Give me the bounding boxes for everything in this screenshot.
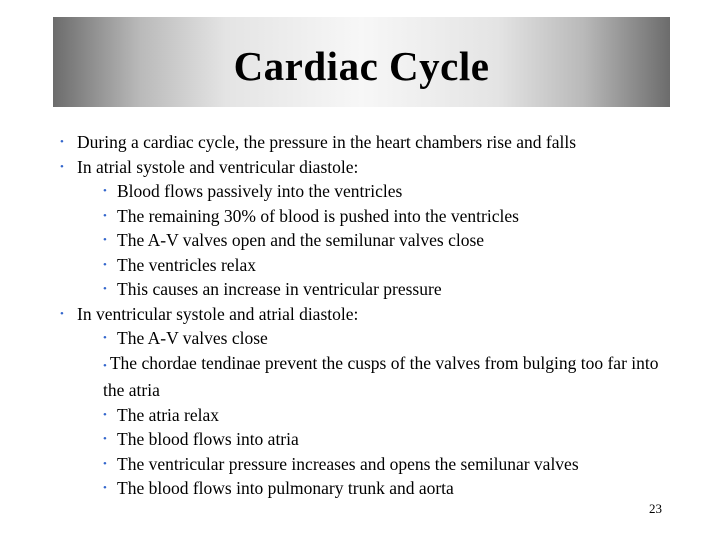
sub-bullet-item <box>58 403 678 428</box>
bullet-text: The A-V valves open and the semilunar valves close <box>117 230 485 250</box>
bullet-text: The remaining 30% of blood is pushed into the ventricles <box>117 205 519 226</box>
bullet-icon: • <box>103 433 107 445</box>
bullet-text: During a cardiac cycle, the pressure in the heart chambers rise and falls <box>77 132 577 152</box>
sub-bullet-item <box>58 277 678 302</box>
bullet-item <box>58 155 678 180</box>
bullet-icon: • <box>103 332 107 344</box>
slide-title: Cardiac Cycle <box>233 43 490 89</box>
bullet-item <box>58 302 678 327</box>
bullet-icon: • <box>103 482 107 494</box>
sub-bullet-item <box>58 476 678 501</box>
bullet-text: In atrial systole and ventricular diastole: <box>77 156 359 177</box>
bullet-icon: • <box>60 307 64 320</box>
sub-bullet-item <box>58 204 678 229</box>
sub-bullet-item <box>58 326 678 351</box>
bullet-text: The blood flows into atria <box>117 429 299 449</box>
bullet-icon: • <box>103 258 107 271</box>
bullet-text: The ventricular pressure increases and opens the semilunar valves <box>117 453 579 474</box>
bullet-icon: • <box>60 160 64 173</box>
sub-bullet-item <box>58 351 678 403</box>
sub-bullet-item <box>58 452 678 477</box>
sub-bullet-item <box>58 228 678 253</box>
bullet-item <box>58 130 678 155</box>
bullet-text: The A-V valves close <box>117 328 268 348</box>
bullet-text: The chordae tendinae prevent the cusps of the valves from bulging too far into the atria <box>103 352 659 400</box>
bullet-text: This causes an increase in ventricular pressure <box>117 279 442 299</box>
bullet-icon: • <box>103 457 107 470</box>
sub-bullet-item <box>58 253 678 278</box>
bullet-list <box>58 130 678 501</box>
sub-bullet-item <box>58 179 678 204</box>
page-number: 23 <box>649 501 662 516</box>
bullet-text: In ventricular systole and atrial diastole: <box>77 303 359 324</box>
bullet-icon: • <box>103 408 107 421</box>
bullet-icon: • <box>103 359 107 372</box>
bullet-text: Blood flows passively into the ventricles <box>117 181 403 201</box>
bullet-icon: • <box>103 283 107 295</box>
bullet-icon: • <box>60 136 64 148</box>
bullet-icon: • <box>103 185 107 197</box>
bullet-text: The atria relax <box>117 404 220 425</box>
bullet-text: The ventricles relax <box>117 254 256 275</box>
sub-bullet-item <box>58 427 678 452</box>
bullet-icon: • <box>103 234 107 246</box>
bullet-icon: • <box>103 209 107 222</box>
title-bar <box>53 17 670 107</box>
bullet-text: The blood flows into pulmonary trunk and aorta <box>117 478 454 498</box>
